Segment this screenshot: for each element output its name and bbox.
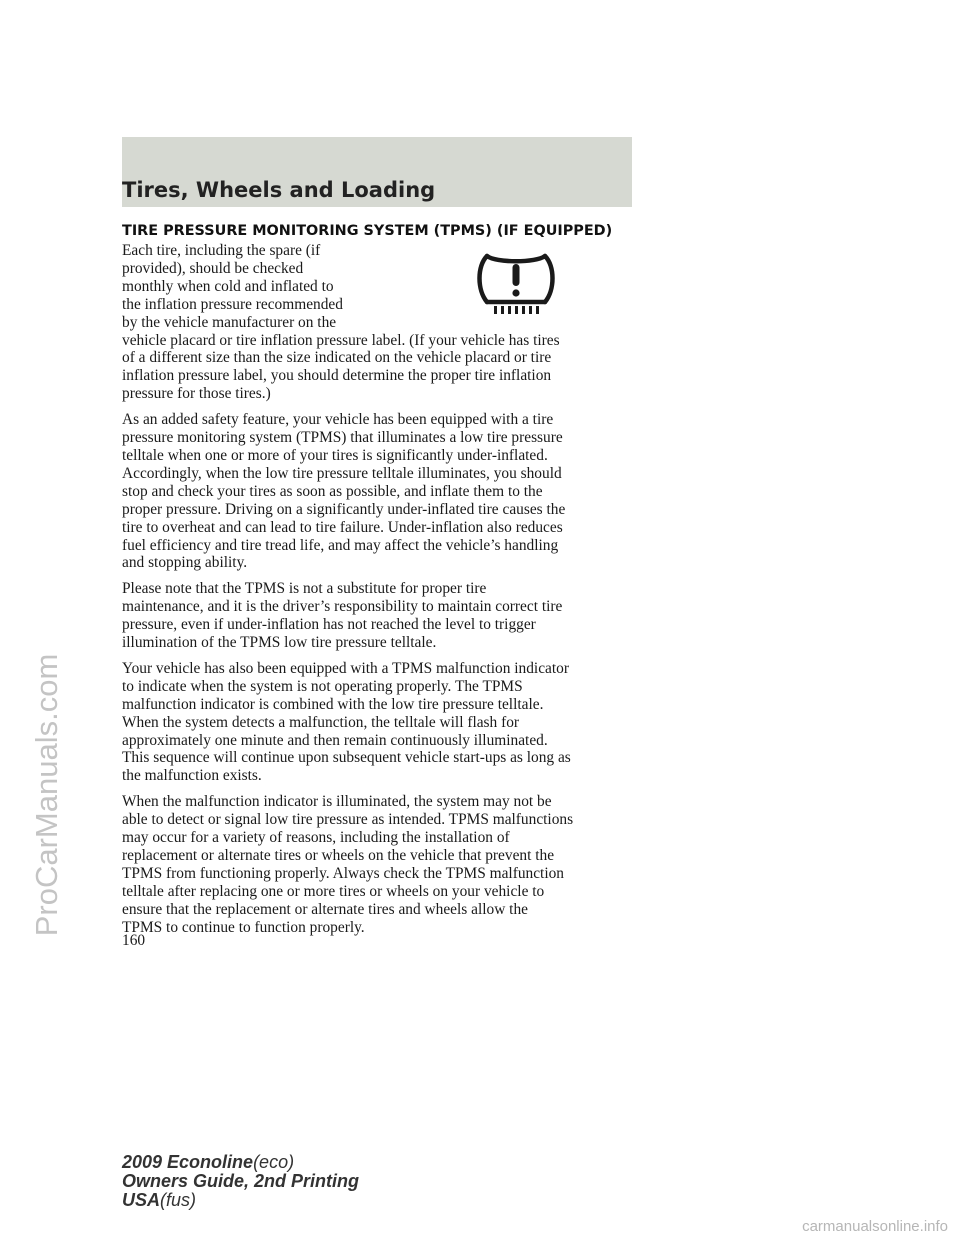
text-line: pressure for those tires.)	[122, 385, 271, 403]
text-line: When the system detects a malfunction, the telltale will flash for	[122, 713, 520, 731]
text-line: inflation pressure label, you should determine the proper tire inflation	[122, 367, 552, 385]
text-line: the inflation pressure recommended	[122, 295, 343, 313]
text-line: telltale after replacing one or more tires or wheels on your vehicle to	[122, 882, 545, 900]
tpms-heading: TIRE PRESSURE MONITORING SYSTEM (TPMS) (IF EQUIPPED)	[122, 223, 613, 239]
watermark-carmanualsonline: carmanualsonline.info	[802, 1218, 948, 1235]
footer-guide: Owners Guide, 2nd Printing	[122, 1171, 360, 1191]
text-line: This sequence will continue upon subsequent vehicle start-ups as long as	[122, 749, 571, 767]
footer-region-line	[122, 1191, 359, 1210]
text-line: monthly when cold and inflated to	[122, 277, 334, 295]
text-line: malfunction indicator is combined with the low tire pressure telltale.	[122, 695, 544, 713]
section-title: Tires, Wheels and Loading	[122, 178, 436, 202]
footer-model-code: (eco)	[253, 1152, 295, 1172]
text-line: fuel efficiency and tire tread life, and may affect the vehicle’s handling	[122, 536, 559, 554]
paragraph-1	[122, 242, 637, 403]
footer-model-line	[122, 1153, 359, 1172]
text-line: As an added safety feature, your vehicle has been equipped with a tire	[122, 411, 554, 429]
text-line: may occur for a variety of reasons, including the installation of	[122, 829, 510, 847]
page-number: 160	[122, 932, 146, 949]
body-text	[122, 242, 637, 945]
text-line: pressure, even if under-inflation has not reached the level to trigger	[122, 616, 536, 634]
footer-region-code: (fus)	[160, 1190, 197, 1210]
paragraph-3	[122, 580, 637, 652]
text-line: Accordingly, when the low tire pressure telltale illuminates, you should	[122, 464, 562, 482]
text-line: provided), should be checked	[122, 259, 304, 277]
text-line: to indicate when the system is not operating properly. The TPMS	[122, 677, 523, 695]
text-line: stop and check your tires as soon as possible, and inflate them to the	[122, 482, 543, 500]
text-line: by the vehicle manufacturer on the	[122, 313, 337, 331]
paragraph-2	[122, 411, 637, 572]
text-line: the malfunction exists.	[122, 767, 262, 785]
text-line: of a different size than the size indicated on the vehicle placard or tire	[122, 349, 552, 367]
text-line: Please note that the TPMS is not a substitute for proper tire	[122, 580, 487, 598]
text-line: TPMS from functioning properly. Always check the TPMS malfunction	[122, 864, 564, 882]
text-line: vehicle placard or tire inflation pressure label. (If your vehicle has tires	[122, 331, 560, 349]
text-line: able to detect or signal low tire pressure as intended. TPMS malfunctions	[122, 811, 574, 829]
text-line: illumination of the TPMS low tire pressure telltale.	[122, 634, 437, 652]
watermark-procarmanuals: ProCarManuals.com	[29, 653, 64, 937]
text-line: approximately one minute and then remain continuously illuminated.	[122, 731, 548, 749]
text-line: Your vehicle has also been equipped with a TPMS malfunction indicator	[122, 659, 569, 677]
paragraph-4	[122, 660, 637, 785]
text-line: tire to overheat and can lead to tire failure. Under-inflation also reduces	[122, 518, 563, 536]
text-line: and stopping ability.	[122, 554, 248, 572]
document-footer	[122, 1153, 359, 1210]
text-line: Each tire, including the spare (if	[122, 242, 321, 259]
text-line: TPMS to continue to function properly.	[122, 918, 365, 936]
text-line: proper pressure. Driving on a significantly under-inflated tire causes the	[122, 500, 566, 518]
text-line: ensure that the replacement or alternate tires and wheels allow the	[122, 900, 528, 918]
text-line: telltale when one or more of your tires is significantly under-inflated.	[122, 446, 548, 464]
paragraph-5	[122, 793, 637, 936]
footer-model: 2009 Econoline	[122, 1152, 254, 1172]
text-line: replacement or alternate tires or wheels on the vehicle that prevent the	[122, 847, 555, 864]
text-line: pressure monitoring system (TPMS) that illuminates a low tire pressure	[122, 429, 563, 447]
text-line: maintenance, and it is the driver’s responsibility to maintain correct tire	[122, 598, 563, 616]
text-line: When the malfunction indicator is illuminated, the system may not be	[122, 793, 552, 811]
footer-region: USA	[122, 1190, 161, 1210]
